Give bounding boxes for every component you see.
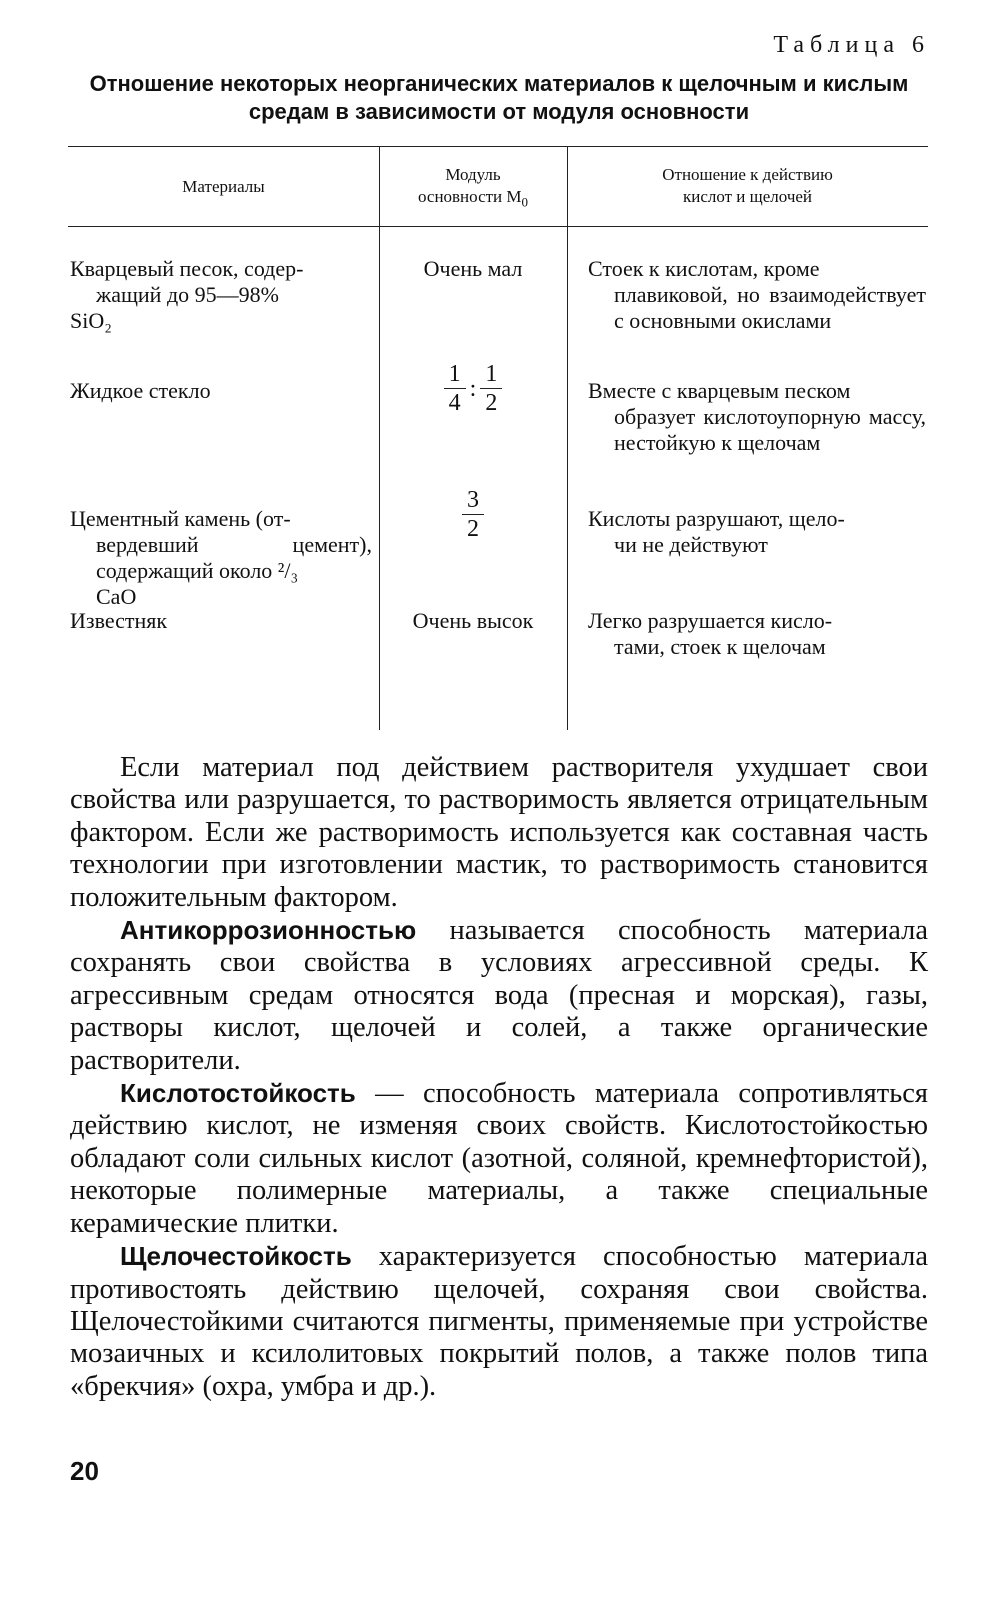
table-row-4-relation: Легко разрушается кисло- тами, стоек к щелочам	[588, 608, 833, 659]
header-materials: Материалы	[182, 177, 265, 196]
paragraph-solubility: Если материал под действием растворителя ухудшает свои свойства или разрушается, то растворимость является отрицательным фактором. Если же растворимость используется как составная часть технологии при изготовлении мастик, то растворимость становится положительным фактором.	[70, 752, 928, 913]
column-divider-1	[379, 146, 380, 730]
paragraph-anticorrosion: Антикоррозионностью называется способность материала сохранять свои свойства в условиях агрессивной среды. К агрессивным средам относятся вода (пресная и морская), газы, растворы кислот, щелочей и солей, а также органические растворители.	[70, 915, 928, 1076]
table-top-rule	[68, 146, 928, 147]
table-row-4-material: Известняк	[70, 608, 168, 633]
term-anticorrosion: Антикоррозионностью	[120, 915, 417, 946]
column-divider-2	[567, 146, 568, 730]
table-row-1-relation: Стоек к кислотам, кроме плавиковой, но взаимодействует с основными окислами	[588, 256, 926, 333]
header-relation: Отношение к действию кислот и щелочей	[662, 165, 833, 206]
table-row-3-relation: Кислоты разрушают, щело- чи не действуют	[588, 506, 845, 557]
term-acid-resistance: Кислотостойкость	[120, 1078, 356, 1109]
page-number: 20	[70, 1456, 99, 1486]
table-row-2-material: Жидкое стекло	[70, 378, 211, 403]
body-text	[70, 752, 928, 1403]
table-number: Таблица 6	[773, 32, 930, 58]
paragraph-alkali-resistance: Щелочестойкость характеризуется способностью материала противостоять действию щелочей, сохраняя свои свойства. Щелочестойкими считаются пигменты, применяемые при устройстве мозаичных и ксилолитовых покрытий полов, а также полов типа «брекчия» (охра, умбра и др.).	[70, 1241, 928, 1402]
fraction-one-half: $\frac{1}{2}$	[480, 360, 502, 417]
fraction-one-quarter: $\frac{1}{4}$	[444, 360, 466, 417]
paragraph-acid-resistance: Кислотостойкость — способность материала сопротивляться действию кислот, не изменяя своих свойств. Кислотостойкостью обладают соли сильных кислот (азотной, соляной, кремнефтористой), некоторые полимерные материалы, а также специальные керамические плитки.	[70, 1078, 928, 1239]
table-row-4-modulus: Очень высок	[412, 608, 534, 633]
table-row-1-modulus: Очень мал	[423, 256, 523, 281]
table-row-3-material: Цементный камень (от- вердевший цемент), содержащий около ²/₃ CaO	[70, 506, 372, 609]
table-row-2-relation: Вместе с кварцевым песком образует кислотоупорную массу, нестойкую к щелочам	[588, 378, 926, 455]
term-alkali-resistance: Щелочестойкость	[120, 1241, 352, 1272]
header-modulus: Модуль основности $M_0$	[417, 165, 529, 210]
fraction-three-halves: $\frac{3}{2}$	[462, 486, 484, 543]
table-row-1-material: Кварцевый песок, содер- жащий до 95—98% SiO₂	[70, 256, 304, 333]
properties-table	[68, 146, 928, 730]
table-header-rule	[68, 226, 928, 227]
table-title: Отношение некоторых неорганических материалов к щелочным и кислым средам в зависимости от модуля основности	[89, 71, 909, 124]
table-row-2-modulus: $\frac{1}{4}$ : $\frac{1}{2}$	[379, 360, 567, 417]
table-row-3-modulus	[379, 486, 567, 543]
